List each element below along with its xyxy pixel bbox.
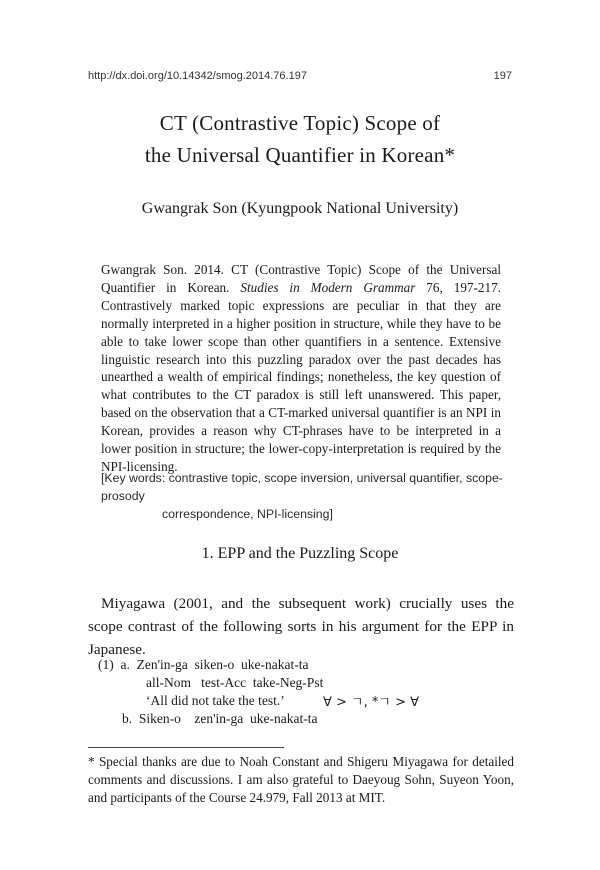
abstract <box>101 261 501 476</box>
keywords <box>101 469 521 523</box>
scope-reading: ∀ > ㄱ, *ㄱ > ∀ <box>323 695 419 710</box>
section-heading: 1. EPP and the Puzzling Scope <box>201 545 399 562</box>
paper-title-line-1: CT (Contrastive Topic) Scope of <box>159 111 441 135</box>
keywords-line-1: [Key words: contrastive topic, scope inversion, universal quantifier, scope-prosody <box>101 471 503 503</box>
citation-prefix: Gwangrak Son. 2014. CT (Contrastive Topic) Scope of the Universal Quantifier in Korean. <box>101 262 501 295</box>
keywords-line-2: correspondence, NPI-licensing] <box>162 507 333 521</box>
paper-title-line-2: the Universal Quantifier in Korean* <box>144 143 456 167</box>
doi-link[interactable]: http://dx.doi.org/10.14342/smog.2014.76.197 <box>88 70 307 82</box>
example-gloss: all-Nom test-Acc take-Neg-Pst <box>146 675 324 690</box>
example-translation: ‘All did not take the test.’ <box>146 693 285 708</box>
footnote: * Special thanks are due to Noah Constant and Shigeru Miyagawa for detailed comments and discussions. I am also grateful to Daeyoug Sohn, Suyeon Yoon, and participants of the Course 24.979, Fall 2013 at MIT. <box>88 754 514 805</box>
journal-name: Studies in Modern Grammar <box>240 279 416 295</box>
citation-suffix: 76, 197-217. <box>415 279 501 295</box>
page-number: 197 <box>493 70 512 82</box>
footnote-divider <box>88 747 284 748</box>
author-affiliation: Gwangrak Son (Kyungpook National University) <box>141 200 459 217</box>
example-1a: (1) a. Zen'in-ga siken-o uke-nakat-ta <box>98 657 309 672</box>
body-paragraph: Miyagawa (2001, and the subsequent work) crucially uses the scope contrast of the following sorts in his argument for the EPP in Japanese. <box>88 595 514 658</box>
example-1b: b. Siken-o zen'in-ga uke-nakat-ta <box>122 711 318 726</box>
abstract-text: Contrastively marked topic expressions are peculiar in that they are normally interpreted in a higher position in structure, while they have to be able to take lower scope than other quantifiers in a sentence. Extensive linguistic research into this puzzling paradox over the past decades has unearthed a wealth of empirical findings; nonetheless, the key question of what contributes to the CT paradox is still left unanswered. This paper, based on the observation that a CT-marked universal quantifier is an NPI in Korean, provides a reason why CT-phrases have to be interpreted in a lower position in structure; the lower-copy-interpretation is required by the NPI-licensing. <box>101 297 501 474</box>
